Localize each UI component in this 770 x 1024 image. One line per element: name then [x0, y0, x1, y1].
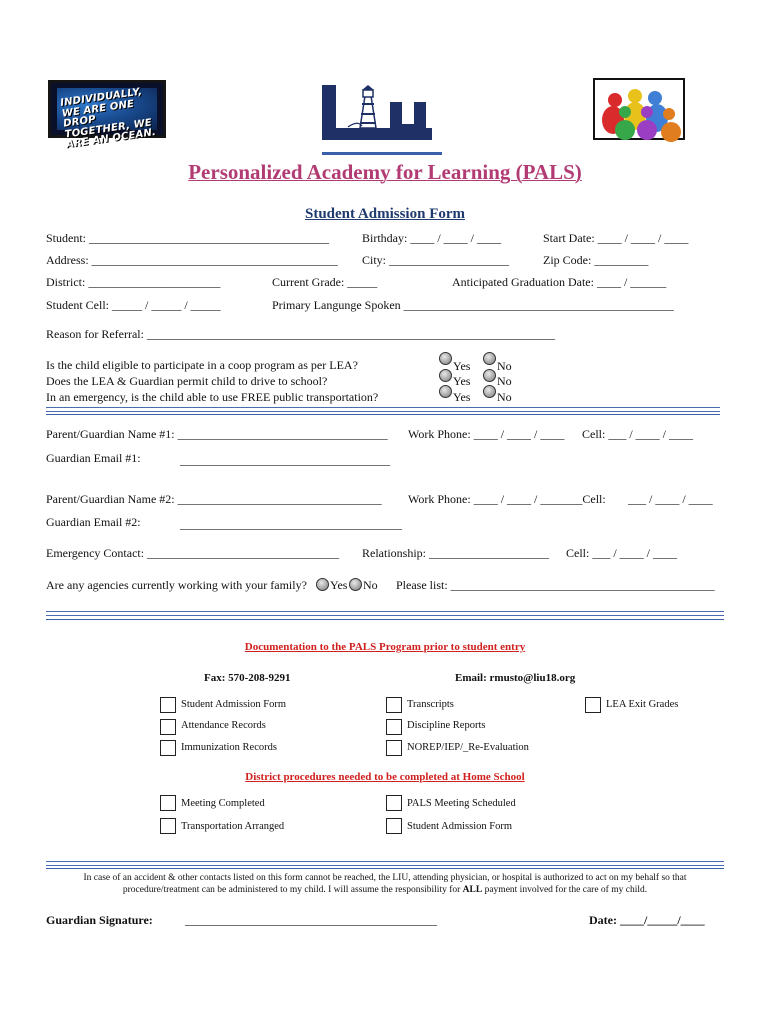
doc-label-attendance-records: Attendance Records	[181, 720, 266, 731]
consent-line-2: procedure/treatment can be administered to my child. I will assume the responsibility for ALL payment involved for the care of my child.	[122, 885, 648, 895]
agencies-yes-label: Yes	[330, 578, 348, 592]
checkbox-meeting-completed[interactable]	[160, 795, 176, 811]
coop-yes-radio[interactable]	[439, 352, 452, 365]
question-coop: Is the child eligible to participate in a coop program as per LEA?	[46, 358, 358, 372]
checkbox-lea-exit-grades[interactable]	[585, 697, 601, 713]
start-date-field[interactable]: Start Date: ____ / ____ / ____	[543, 231, 689, 245]
signature-date-field[interactable]: Date: ____/_____/____	[589, 913, 705, 927]
transport-yes-radio[interactable]	[439, 385, 452, 398]
form-subtitle: Student Admission Form	[304, 206, 466, 222]
doc-label-discipline-reports: Discipline Reports	[407, 720, 486, 731]
signature-line[interactable]: __________________________________________	[185, 913, 437, 927]
doc-label-immunization-records: Immunization Records	[181, 742, 277, 753]
transport-yes-label: Yes	[453, 390, 471, 404]
language-field[interactable]: Primary Langunge Spoken _____________________________________________	[272, 298, 674, 312]
form-title: Personalized Academy for Learning (PALS)	[188, 160, 582, 184]
agencies-no-radio[interactable]	[349, 578, 362, 591]
birthday-field[interactable]: Birthday: ____ / ____ / ____	[362, 231, 501, 245]
section-divider	[46, 861, 724, 866]
agencies-question: Are any agencies currently working with your family?	[46, 578, 307, 592]
checkbox-attendance-records[interactable]	[160, 719, 176, 735]
motto-logo-text: INDIVIDUALLY, WE ARE ONE DROP TOGETHER, WE ARE AN OCEAN.	[59, 86, 157, 151]
documentation-heading: Documentation to the PALS Program prior to student entry	[244, 641, 526, 653]
district-field[interactable]: District: ______________________	[46, 275, 221, 289]
checkbox-pals-meeting-scheduled[interactable]	[386, 795, 402, 811]
graduation-date-field[interactable]: Anticipated Graduation Date: ____ / ______	[452, 275, 667, 289]
district-label-pals-meeting-scheduled: PALS Meeting Scheduled	[407, 798, 516, 809]
motto-logo	[48, 80, 166, 151]
checkbox-transcripts[interactable]	[386, 697, 402, 713]
drive-yes-label: Yes	[453, 374, 471, 388]
doc-label-student-admission-form: Student Admission Form	[181, 699, 287, 710]
people-logo	[593, 78, 685, 140]
guardian1-email-label: Guardian Email #1:	[46, 451, 141, 465]
doc-label-lea-exit-grades: LEA Exit Grades	[606, 699, 679, 710]
guardian1-work-phone-field[interactable]: Work Phone: ____ / ____ / ____	[408, 427, 565, 441]
drive-no-label: No	[497, 374, 512, 388]
checkbox-discipline-reports[interactable]	[386, 719, 402, 735]
signature-label: Guardian Signature:	[46, 913, 153, 927]
agencies-no-label: No	[363, 578, 378, 592]
agencies-list-field[interactable]: Please list: ____________________________________________	[396, 578, 715, 592]
section-divider	[46, 407, 720, 412]
transport-no-label: No	[497, 390, 512, 404]
question-drive: Does the LEA & Guardian permit child to drive to school?	[46, 374, 328, 388]
guardian2-email-label: Guardian Email #2:	[46, 515, 141, 529]
section-divider-under	[46, 619, 724, 620]
coop-yes-label: Yes	[453, 359, 471, 373]
guardian1-name-field[interactable]: Parent/Guardian Name #1: ___________________________________	[46, 427, 388, 441]
student-field[interactable]: Student: ________________________________________	[46, 231, 330, 245]
drive-no-radio[interactable]	[483, 369, 496, 382]
section-divider	[46, 611, 724, 616]
drive-yes-radio[interactable]	[439, 369, 452, 382]
doc-label-norep-iep: NOREP/IEP/_Re-Evaluation	[407, 742, 529, 753]
address-field[interactable]: Address: _________________________________________	[46, 253, 338, 267]
guardian1-cell-field[interactable]: Cell: ___ / ____ / ____	[582, 427, 693, 441]
guardian2-name-field[interactable]: Parent/Guardian Name #2: __________________________________	[46, 492, 382, 506]
section-divider-under	[46, 414, 720, 415]
guardian2-email-field[interactable]: _____________________________________	[180, 517, 402, 531]
emergency-cell-field[interactable]: Cell: ___ / ____ / ____	[566, 546, 677, 560]
zip-field[interactable]: Zip Code: _________	[543, 253, 649, 267]
agencies-yes-radio[interactable]	[316, 578, 329, 591]
current-grade-field[interactable]: Current Grade: _____	[272, 275, 378, 289]
question-transport: In an emergency, is the child able to use FREE public transportation?	[46, 390, 379, 404]
transport-no-radio[interactable]	[483, 385, 496, 398]
fax-number: Fax: 570-208-9291	[204, 672, 291, 684]
checkbox-district-student-admission-form[interactable]	[386, 818, 402, 834]
relationship-field[interactable]: Relationship: ____________________	[362, 546, 549, 560]
checkbox-transportation-arranged[interactable]	[160, 818, 176, 834]
liu-logo	[318, 82, 446, 156]
referral-field[interactable]: Reason for Referral: ____________________________________________________________________	[46, 327, 555, 341]
guardian2-work-phone-field[interactable]: Work Phone: ____ / ____ / _______Cell:	[408, 492, 606, 506]
doc-label-transcripts: Transcripts	[407, 699, 454, 710]
checkbox-student-admission-form[interactable]	[160, 697, 176, 713]
district-heading: District procedures needed to be completed at Home School	[245, 771, 525, 783]
district-label-transportation-arranged: Transportation Arranged	[181, 821, 285, 832]
coop-no-label: No	[497, 359, 512, 373]
emergency-contact-field[interactable]: Emergency Contact: ________________________________	[46, 546, 340, 560]
district-label-student-admission-form: Student Admission Form	[407, 821, 513, 832]
contact-email: Email: rmusto@liu18.org	[455, 672, 576, 684]
student-cell-field[interactable]: Student Cell: _____ / _____ / _____	[46, 298, 221, 312]
guardian2-cell-field[interactable]: ___ / ____ / ____	[628, 492, 713, 506]
consent-line-1: In case of an accident & other contacts listed on this form cannot be reached, the LIU, attending physician, or hospital is authorized to act on my behalf so that	[83, 873, 687, 883]
checkbox-immunization-records[interactable]	[160, 740, 176, 756]
checkbox-norep-iep[interactable]	[386, 740, 402, 756]
city-field[interactable]: City: ____________________	[362, 253, 510, 267]
guardian1-email-field[interactable]: ___________________________________	[180, 453, 390, 467]
district-label-meeting-completed: Meeting Completed	[181, 798, 265, 809]
section-divider-under	[46, 868, 724, 869]
coop-no-radio[interactable]	[483, 352, 496, 365]
